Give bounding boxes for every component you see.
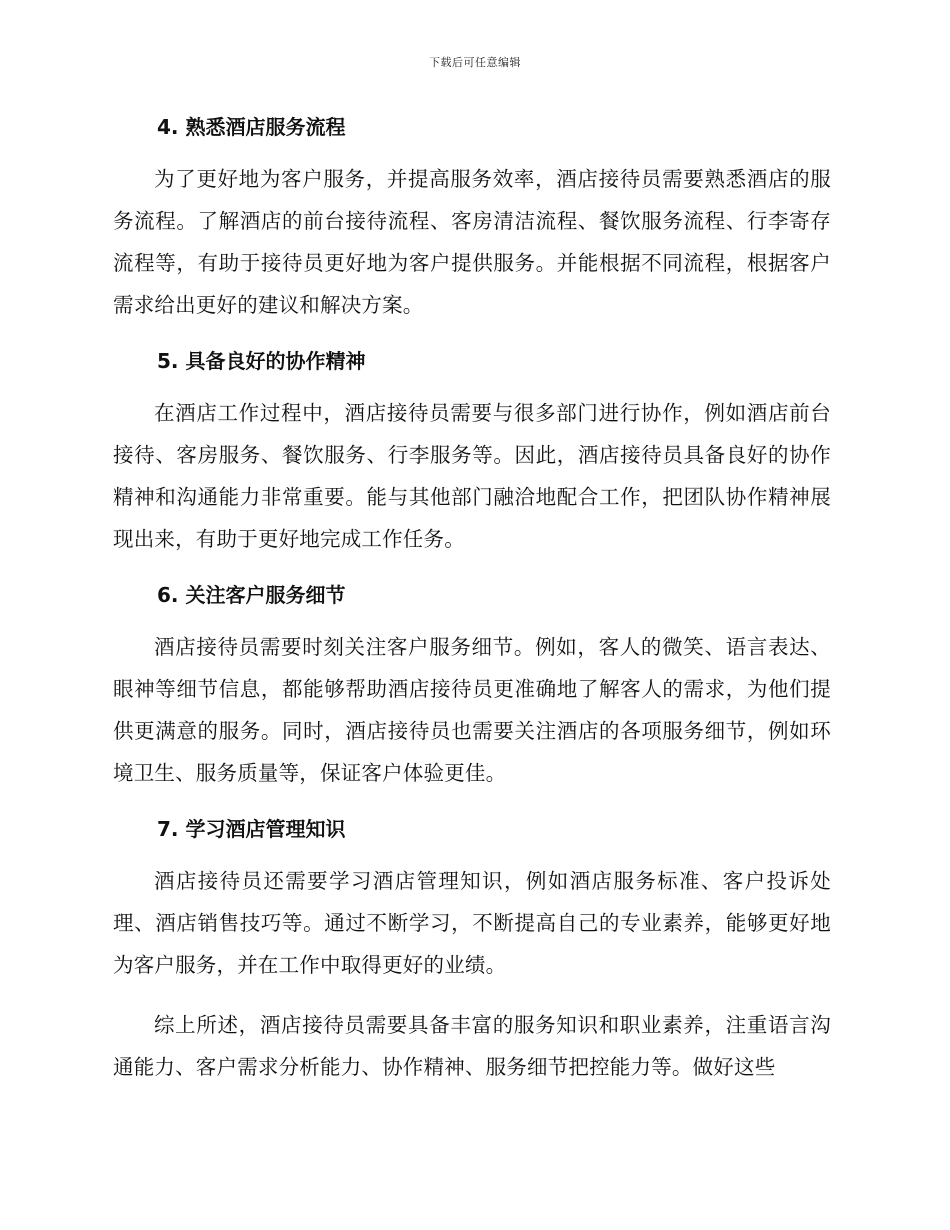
document-body [113,110,831,1106]
section-heading: 5. 具备良好的协作精神 [157,349,366,373]
section-heading: 6. 关注客户服务细节 [157,583,346,607]
section-paragraph: 酒店接待员还需要学习酒店管理知识，例如酒店服务标准、客户投诉处理、酒店销售技巧等。通过不断学习，不断提高自己的专业素养，能够更好地为客户服务，并在工作中取得更好的业绩。 [113,869,831,977]
summary-paragraph: 综上所述，酒店接待员需要具备丰富的服务知识和职业素养，注重语言沟通能力、客户需求分析能力、协作精神、服务细节把控能力等。做好这些 [113,1013,831,1079]
section-7 [113,812,831,1088]
section-4 [113,110,831,326]
page-header-note: 下载后可任意编辑 [429,56,521,69]
section-6 [113,578,831,794]
section-paragraph: 为了更好地为客户服务，并提高服务效率，酒店接待员需要熟悉酒店的服务流程。了解酒店的前台接待流程、客房清洁流程、餐饮服务流程、行李寄存流程等，有助于接待员更好地为客户提供服务。并能根据不同流程，根据客户需求给出更好的建议和解决方案。 [113,167,831,317]
section-heading: 7. 学习酒店管理知识 [157,817,346,841]
section-heading: 4. 熟悉酒店服务流程 [157,115,346,139]
section-5 [113,344,831,560]
section-paragraph: 酒店接待员需要时刻关注客户服务细节。例如，客人的微笑、语言表达、眼神等细节信息，都能够帮助酒店接待员更准确地了解客人的需求，为他们提供更满意的服务。同时，酒店接待员也需要关注酒店的各项服务细节，例如环境卫生、服务质量等，保证客户体验更佳。 [113,635,831,785]
section-paragraph: 在酒店工作过程中，酒店接待员需要与很多部门进行协作，例如酒店前台接待、客房服务、餐饮服务、行李服务等。因此，酒店接待员具备良好的协作精神和沟通能力非常重要。能与其他部门融洽地配合工作，把团队协作精神展现出来，有助于更好地完成工作任务。 [113,401,831,551]
